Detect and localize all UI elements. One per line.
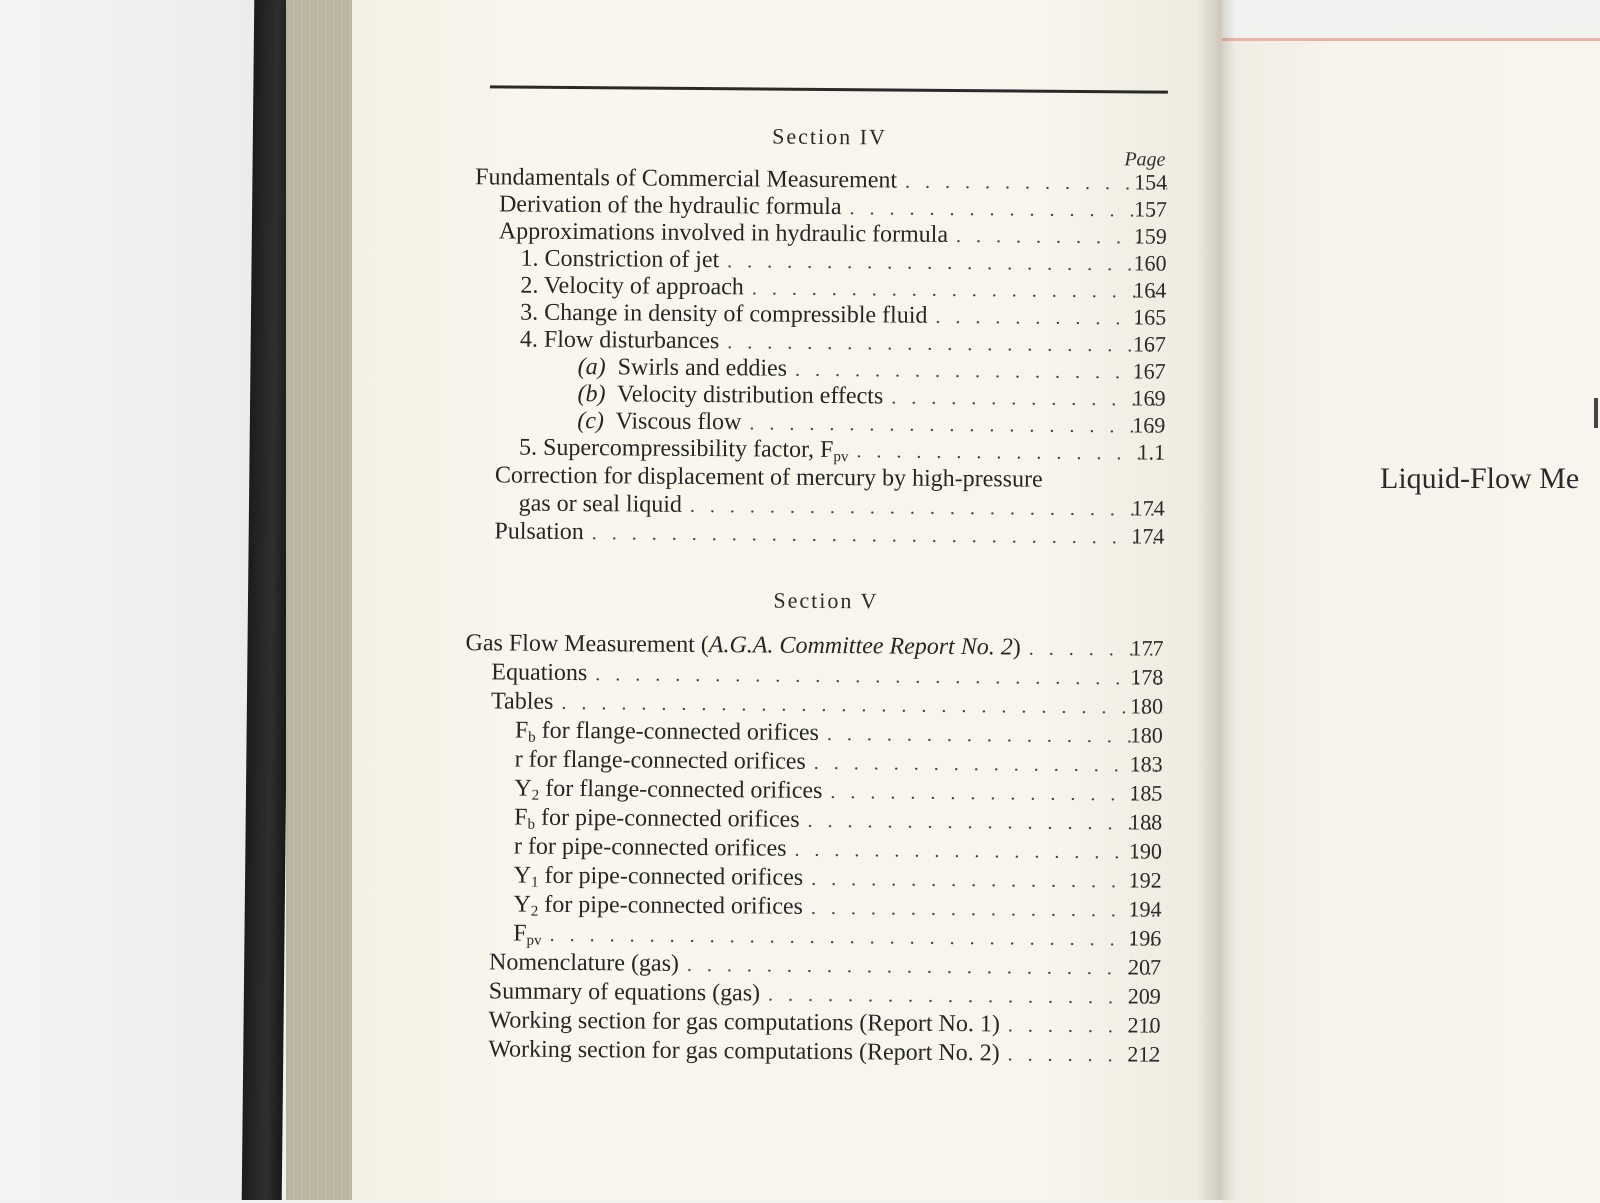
toc-entry: (c) Viscous flow . . . 169 xyxy=(577,407,1165,440)
toc-entry: gas or seal liquid . . . 174 xyxy=(519,490,1165,523)
page-edges xyxy=(286,0,355,1200)
section-v-heading: Section V xyxy=(773,587,879,614)
table-of-contents xyxy=(462,77,1190,1113)
top-rule xyxy=(490,85,1168,93)
right-page xyxy=(1222,38,1600,1203)
page-column-label: Page xyxy=(1124,148,1166,171)
toc-entry: Working section for gas computations (Report No. 1) . . . 210 xyxy=(488,1006,1160,1039)
toc-entry: Gas Flow Measurement (A.G.A. Committee Report No. 2) . . . 177 xyxy=(465,629,1163,662)
toc-entry: $F_b$ for flange-connected orifices . . . 180 xyxy=(515,717,1163,750)
toc-entry: (a) Swirls and eddies . . . 167 xyxy=(578,353,1166,386)
toc-entry: Approximations involved in hydraulic formula . . . 159 xyxy=(499,217,1167,250)
right-page-mark xyxy=(1594,398,1598,428)
section-iv-heading: Section IV xyxy=(772,123,887,150)
toc-entry: r for pipe-connected orifices . . . 190 xyxy=(514,833,1162,866)
toc-entry: 5. Supercompressibility factor, $F_{pv}$ . . . 1.1 xyxy=(519,434,1165,467)
toc-entry: $F_{pv}$ . . . 196 xyxy=(513,920,1161,953)
toc-entry: $Y_2$ for pipe-connected orifices . . . 194 xyxy=(513,891,1161,924)
toc-entry: Pulsation . . . 174 xyxy=(494,517,1164,550)
toc-entry: Tables . . . 180 xyxy=(491,687,1163,720)
toc-entry: $Y_2$ for flange-connected orifices . . . 185 xyxy=(514,775,1162,808)
book-gutter xyxy=(1196,0,1236,1200)
toc-entry: Fundamentals of Commercial Measurement . . . 154 xyxy=(475,163,1167,196)
toc-entry: Equations . . . 178 xyxy=(491,658,1163,691)
toc-entry: $Y_1$ for pipe-connected orifices . . . 192 xyxy=(514,862,1162,895)
toc-entry: $F_b$ for pipe-connected orifices . . . 188 xyxy=(514,804,1162,837)
toc-entry: Derivation of the hydraulic formula . . . 157 xyxy=(499,190,1167,223)
right-page-heading: Liquid-Flow Me xyxy=(1380,462,1580,495)
toc-entry: 3. Change in density of compressible fluid . . . 165 xyxy=(520,299,1166,332)
toc-entry: r for flange-connected orifices . . . 183 xyxy=(515,746,1163,779)
toc-entry: Nomenclature (gas) . . . 207 xyxy=(489,948,1161,981)
toc-entry: (b) Velocity distribution effects . . . 169 xyxy=(577,380,1165,413)
toc-entry: 1. Constriction of jet . . . 160 xyxy=(520,245,1166,278)
toc-entry: Correction for displacement of mercury by high-pressure xyxy=(494,462,1043,493)
toc-entry: Summary of equations (gas) . . . 209 xyxy=(489,977,1161,1010)
background xyxy=(0,0,262,1200)
toc-entry: 4. Flow disturbances . . . 167 xyxy=(520,326,1166,359)
toc-entry: Working section for gas computations (Report No. 2) . . . 212 xyxy=(488,1035,1160,1068)
toc-entry: 2. Velocity of approach . . . 164 xyxy=(520,272,1166,305)
